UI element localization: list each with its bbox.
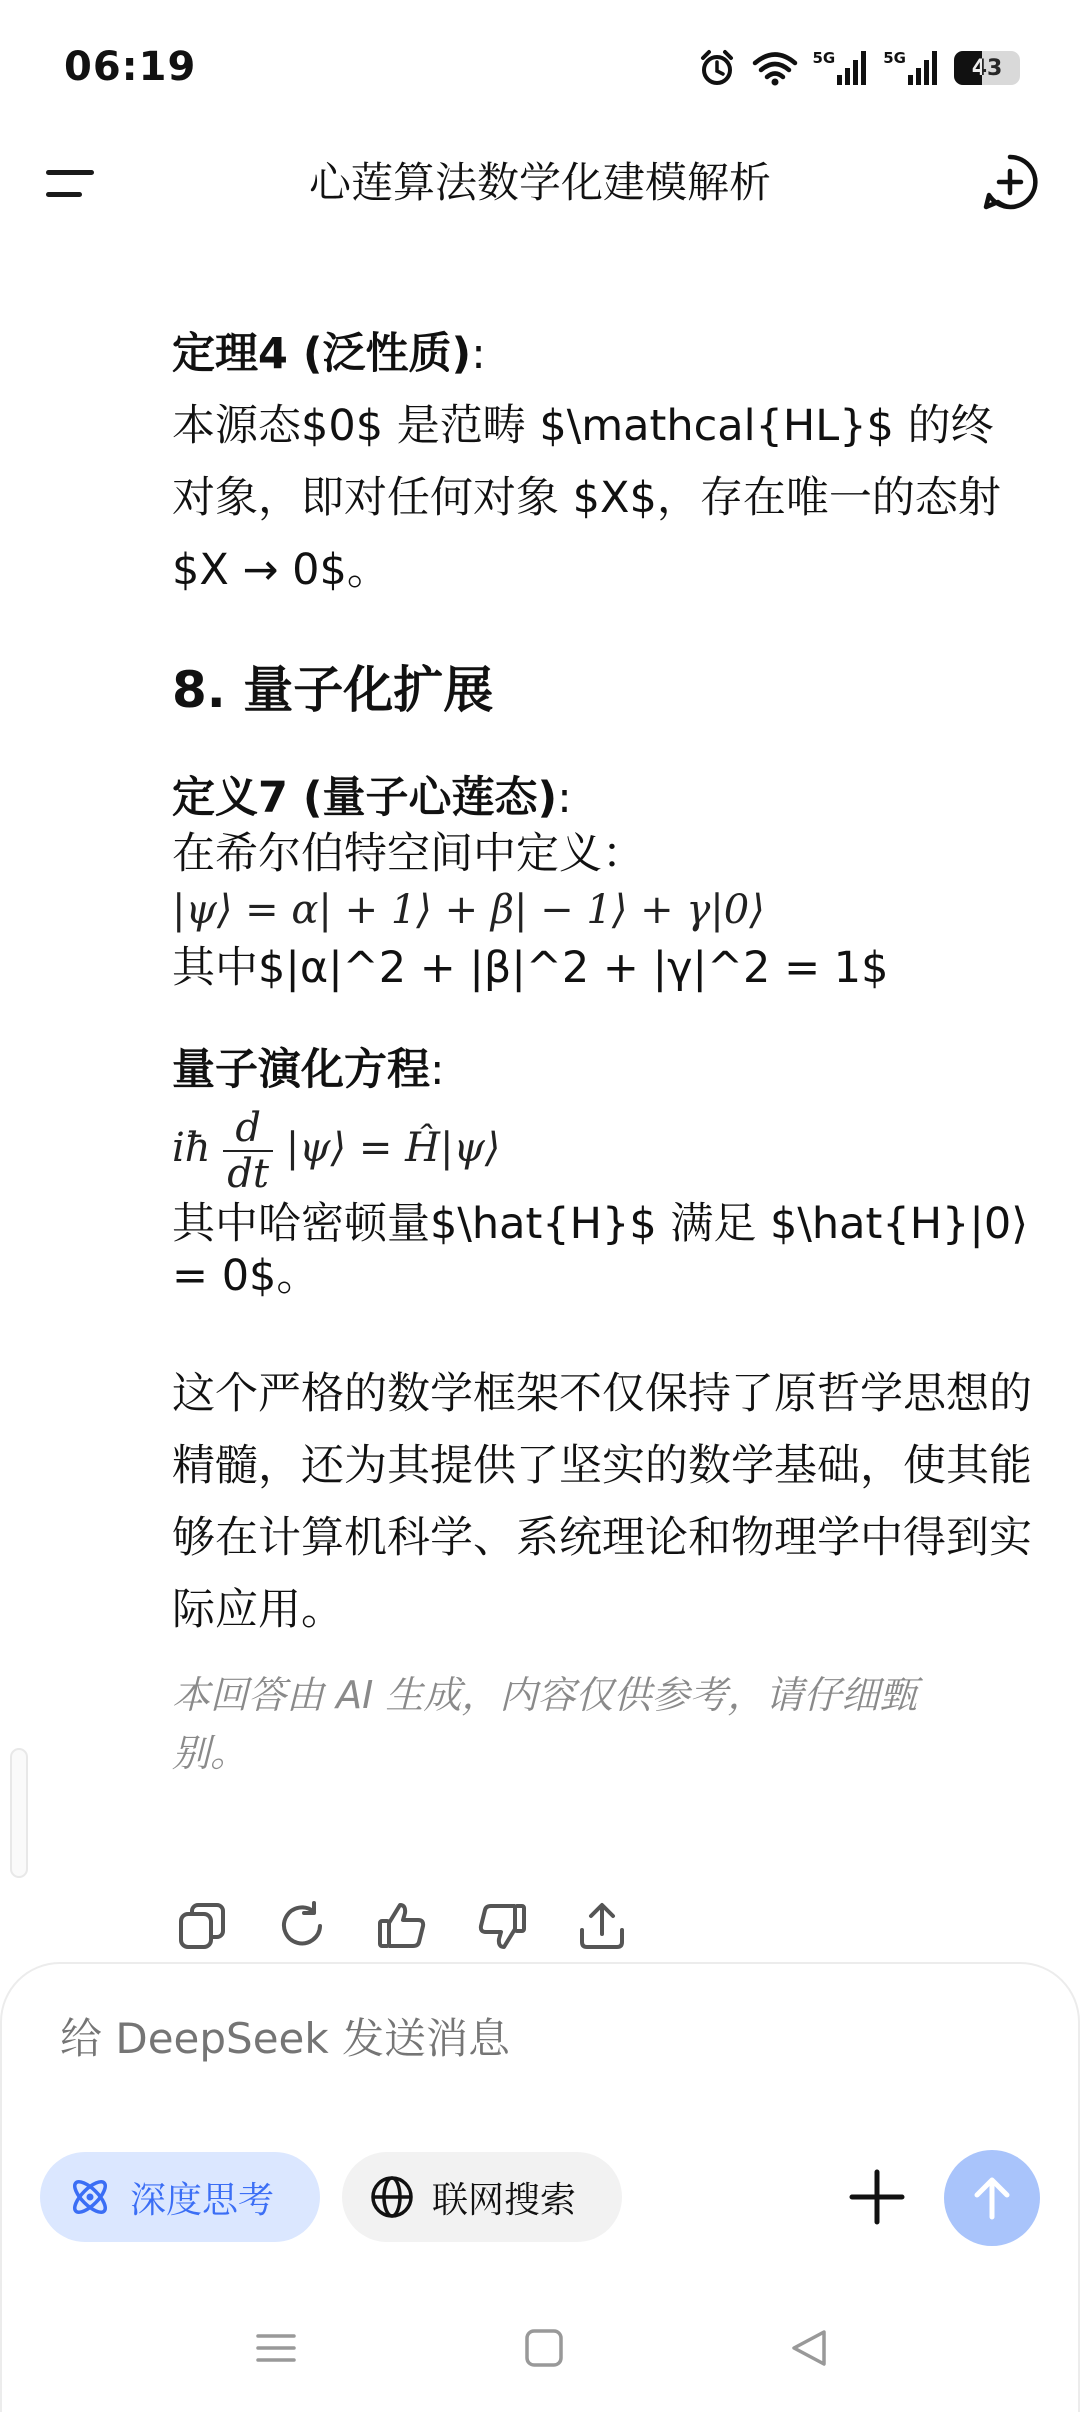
arrow-up-icon xyxy=(967,2173,1017,2223)
status-time: 06:19 xyxy=(64,44,197,90)
recents-menu-icon[interactable] xyxy=(246,2318,306,2378)
deep-think-toggle[interactable] xyxy=(40,2152,320,2242)
derivative-fraction: $\frac{d}{dt}$ xyxy=(223,1106,273,1196)
cellular-signal-1: 5G xyxy=(813,51,870,85)
regenerate-icon[interactable] xyxy=(276,1900,328,1952)
app-header xyxy=(0,140,1080,220)
status-bar xyxy=(0,0,1080,140)
section-heading: 8. 量子化扩展 xyxy=(172,661,494,719)
summary-paragraph: 这个严格的数学框架不仅保持了原哲学思想的精髓，还为其提供了坚实的数学基础，使其能够在计算机科学、系统理论和物理学中得到实际应用。 xyxy=(172,1369,1032,1635)
status-icons xyxy=(697,48,1021,88)
alarm-icon xyxy=(697,48,737,88)
signal-bars-icon xyxy=(908,51,940,85)
message-input[interactable] xyxy=(60,2014,820,2063)
new-chat-icon[interactable] xyxy=(980,152,1040,212)
evolution-note: 其中哈密顿量$\hat{H}$ 满足 $\hat{H}|0⟩ = 0$。 xyxy=(172,1199,1029,1301)
back-icon[interactable] xyxy=(780,2318,840,2378)
battery-level: 43 xyxy=(971,55,1003,81)
cellular-signal-2: 5G xyxy=(883,51,940,85)
send-button[interactable] xyxy=(944,2150,1040,2246)
thumbs-up-icon[interactable] xyxy=(376,1900,428,1952)
share-icon[interactable] xyxy=(576,1900,628,1952)
evolution-formula: iħ $\frac{d}{dt}$ |ψ⟩ = Ĥ|ψ⟩ xyxy=(172,1105,501,1197)
globe-icon xyxy=(368,2173,416,2221)
signal-bars-icon xyxy=(837,51,869,85)
evolution-heading: 量子演化方程: xyxy=(172,1045,445,1095)
scroll-indicator[interactable] xyxy=(10,1748,28,1878)
def7-heading: 定义7 (量子心莲态): xyxy=(172,773,572,823)
theorem4-heading: 定理4 (泛性质): xyxy=(172,329,486,379)
system-nav-bar xyxy=(0,2290,1080,2412)
wifi-icon xyxy=(751,50,799,86)
ai-disclaimer: 本回答由 AI 生成，内容仅供参考，请仔细甄别。 xyxy=(172,1673,918,1775)
web-search-label: 联网搜索 xyxy=(432,2179,577,2221)
def7-condition: 其中$|α|^2 + |β|^2 + |γ|^2 = 1$ xyxy=(172,943,889,993)
home-icon[interactable] xyxy=(514,2318,574,2378)
web-search-toggle[interactable] xyxy=(342,2152,622,2242)
atom-icon xyxy=(66,2173,114,2221)
attach-plus-icon[interactable] xyxy=(844,2164,910,2230)
def7-intro: 在希尔伯特空间中定义： xyxy=(172,829,645,879)
theorem4-text: 本源态$0$ 是范畴 $\mathcal{HL}$ 的终对象，即对任何对象 $X$，存在唯一的态射 $X → 0$。 xyxy=(172,401,1001,595)
thumbs-down-icon[interactable] xyxy=(476,1900,528,1952)
def7-formula: |ψ⟩ = α| + 1⟩ + β| − 1⟩ + γ|0⟩ xyxy=(172,887,765,933)
message-content xyxy=(172,210,1032,1782)
page-title: 心莲算法数学化建模解析 xyxy=(308,158,771,207)
battery-indicator xyxy=(954,51,1020,85)
copy-icon[interactable] xyxy=(176,1900,228,1952)
message-actions xyxy=(176,1900,628,1952)
deep-think-label: 深度思考 xyxy=(130,2179,275,2221)
